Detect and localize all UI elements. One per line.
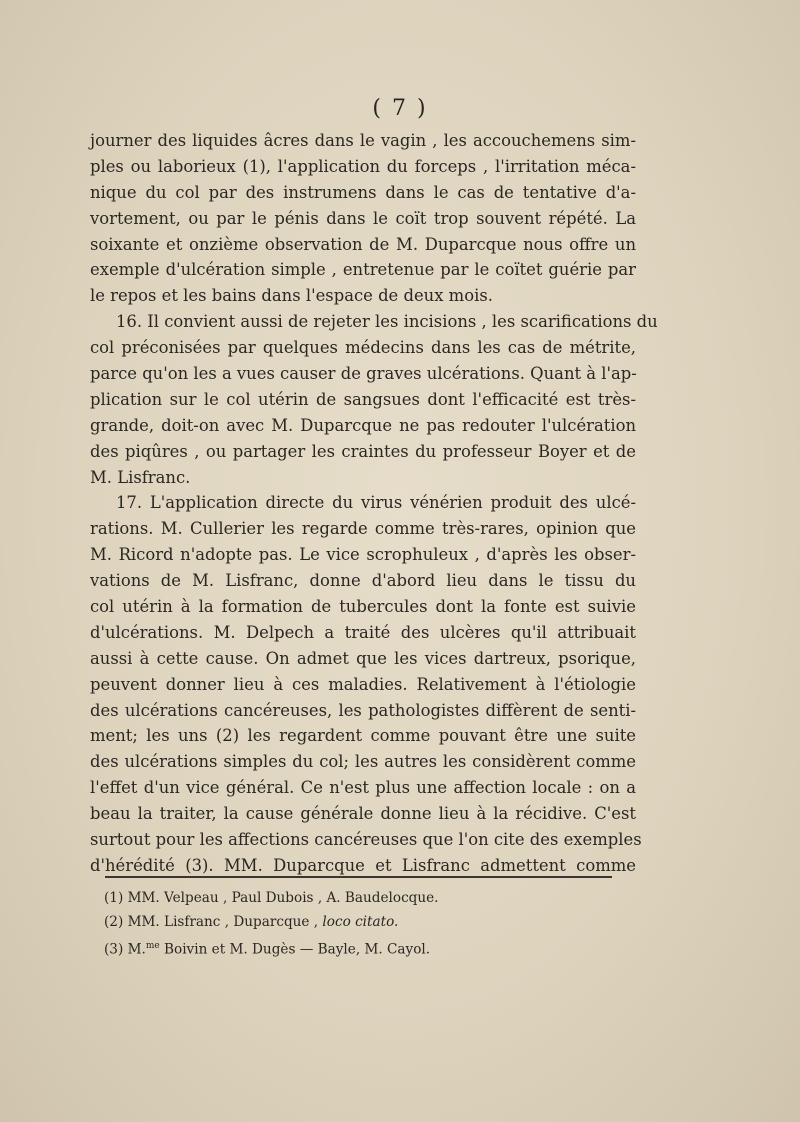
footnote-divider bbox=[105, 876, 612, 878]
footnote-3-sup: me bbox=[145, 941, 160, 951]
text-line: ples ou laborieux (1), l'application du forceps , l'irritation méca- bbox=[90, 156, 636, 176]
text-line: surtout pour les affections cancéreuses que l'on cite des exemples bbox=[90, 830, 642, 850]
footnote-3 bbox=[104, 934, 624, 962]
text-line: d'hérédité (3). MM. Duparcque et Lisfranc admettent comme bbox=[90, 855, 636, 875]
text-line: rations. M. Cullerier les regarde comme très-rares, opinion que bbox=[90, 519, 636, 539]
text-line: exemple d'ulcération simple , entretenue par le coïtet guérie par bbox=[90, 260, 636, 280]
text-line: M. Ricord n'adopte pas. Le vice scrophuleux , d'après les obser- bbox=[90, 545, 636, 565]
text-line: vations de M. Lisfranc, donne d'abord lieu dans le tissu du bbox=[90, 571, 636, 591]
footnote-2 bbox=[104, 910, 624, 934]
text-line: le repos et les bains dans l'espace de deux mois. bbox=[90, 286, 493, 306]
paragraph-16-start: 16. Il convient aussi de rejeter les incisions , les scarifications du bbox=[116, 312, 658, 332]
text-line: plication sur le col utérin de sangsues dont l'efficacité est très- bbox=[90, 389, 636, 409]
text-line: col utérin à la formation de tubercules dont la fonte est suivie bbox=[90, 597, 636, 617]
footnote-3-pre: (3) M. bbox=[104, 941, 146, 958]
text-line: vortement, ou par le pénis dans le coït trop souvent répété. La bbox=[90, 208, 636, 228]
footnotes bbox=[104, 886, 624, 962]
text-line: nique du col par des instrumens dans le cas de tentative d'a- bbox=[90, 182, 636, 202]
footnote-1: (1) MM. Velpeau , Paul Dubois , A. Baudelocque. bbox=[104, 890, 439, 906]
text-line: parce qu'on les a vues causer de graves ulcérations. Quant à l'ap- bbox=[90, 364, 637, 384]
page-number: ( 7 ) bbox=[372, 96, 428, 121]
text-line: M. Lisfranc. bbox=[90, 467, 191, 487]
text-line: des ulcérations cancéreuses, les pathologistes diffèrent de senti- bbox=[90, 700, 636, 720]
text-line: des ulcérations simples du col; les autres les considèrent comme bbox=[90, 752, 636, 772]
text-line: soixante et onzième observation de M. Duparcque nous offre un bbox=[90, 234, 636, 254]
paragraph-17-start: 17. L'application directe du virus vénérien produit des ulcé- bbox=[116, 493, 636, 513]
text-line: des piqûres , ou partager les craintes du professeur Boyer et de bbox=[90, 441, 636, 461]
footnote-2-text: (2) MM. Lisfranc , Duparcque , bbox=[104, 914, 323, 930]
main-text bbox=[90, 128, 658, 879]
footnote-3-post: Boivin et M. Dugès — Bayle, M. Cayol. bbox=[159, 941, 431, 958]
text-line: grande, doit-on avec M. Duparcque ne pas redouter l'ulcération bbox=[90, 415, 636, 435]
text-line: l'effet d'un vice général. Ce n'est plus une affection locale : on a bbox=[90, 778, 636, 798]
text-line: ment; les uns (2) les regardent comme pouvant être une suite bbox=[90, 726, 636, 746]
text-line: peuvent donner lieu à ces maladies. Relativement à l'étiologie bbox=[90, 674, 636, 694]
footnote-2-italic: loco citato. bbox=[322, 914, 399, 930]
text-line: col préconisées par quelques médecins dans les cas de métrite, bbox=[90, 338, 636, 358]
text-line: beau la traiter, la cause générale donne lieu à la récidive. C'est bbox=[90, 804, 636, 824]
text-line: aussi à cette cause. On admet que les vices dartreux, psorique, bbox=[90, 648, 636, 668]
text-line: journer des liquides âcres dans le vagin , les accouchemens sim- bbox=[90, 131, 636, 150]
text-line: d'ulcérations. M. Delpech a traité des ulcères qu'il attribuait bbox=[90, 622, 636, 642]
